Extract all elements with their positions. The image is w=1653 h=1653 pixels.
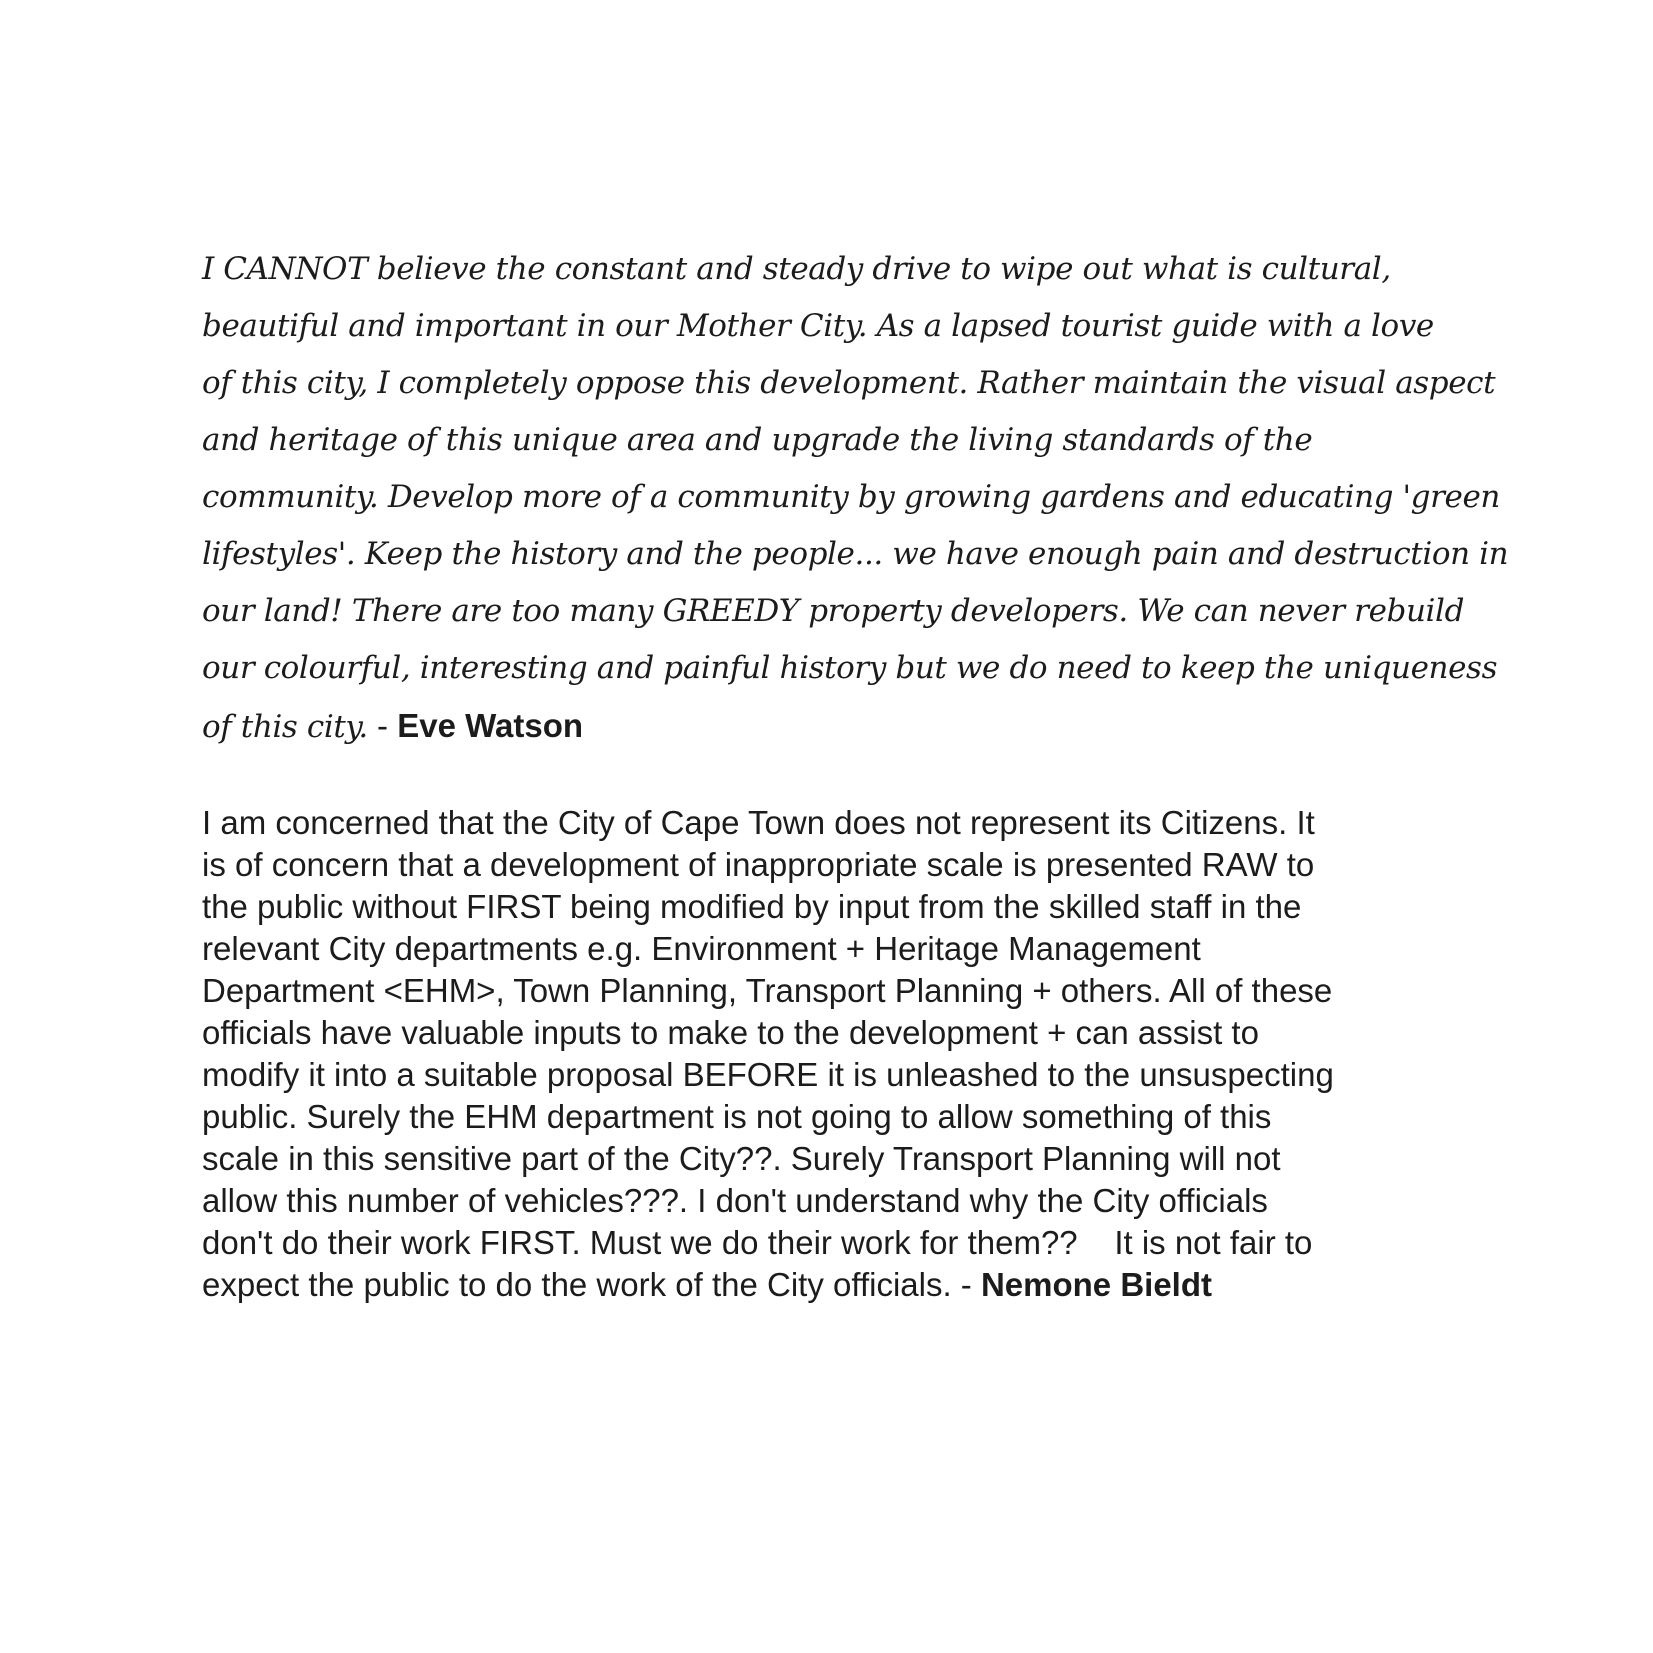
comment-last-line: [202, 697, 1492, 754]
comment-line: beautiful and important in our Mother City. As a lapsed tourist guide with a love: [202, 308, 1434, 344]
author-separator: -: [951, 1266, 981, 1303]
comment-line-text: expect the public to do the work of the City officials.: [202, 1266, 952, 1303]
comment-line: lifestyles'. Keep the history and the people... we have enough pain and destruction in: [202, 536, 1509, 572]
comment-line: I CANNOT believe the constant and steady drive to wipe out what is cultural,: [202, 251, 1391, 287]
author-separator: -: [367, 707, 398, 744]
comment-eve-watson: [202, 241, 1509, 754]
comment-line: and heritage of this unique area and upgrade the living standards of the: [202, 422, 1313, 458]
author-name: Eve Watson: [397, 707, 584, 744]
comment-line: Department <EHM>, Town Planning, Transport Planning + others. All of these: [202, 972, 1333, 1009]
comment-nemone-bieldt: [202, 802, 1492, 1306]
comment-line: relevant City departments e.g. Environment + Heritage Management: [202, 930, 1201, 967]
comment-line-text: of this city.: [202, 709, 368, 745]
comment-line: of this city, I completely oppose this development. Rather maintain the visual aspect: [202, 365, 1496, 401]
comment-line: community. Develop more of a community by growing gardens and educating 'green: [202, 479, 1500, 515]
comment-line: don't do their work FIRST. Must we do their work for them?? It is not fair to: [202, 1224, 1313, 1261]
comment-line: I am concerned that the City of Cape Town does not represent its Citizens. It: [202, 804, 1315, 841]
comment-line: public. Surely the EHM department is not going to allow something of this: [202, 1098, 1272, 1135]
comment-line: modify it into a suitable proposal BEFORE it is unleashed to the unsuspecting: [202, 1056, 1334, 1093]
comment-line: our land! There are too many GREEDY property developers. We can never rebuild: [202, 593, 1465, 629]
comment-line: our colourful, interesting and painful history but we do need to keep the uniqueness: [202, 650, 1498, 686]
comment-line: allow this number of vehicles???. I don't understand why the City officials: [202, 1182, 1268, 1219]
comment-line: scale in this sensitive part of the City??. Surely Transport Planning will not: [202, 1140, 1281, 1177]
author-name: Nemone Bieldt: [980, 1266, 1212, 1303]
comment-last-line: [202, 1264, 1492, 1306]
comment-line: the public without FIRST being modified by input from the skilled staff in the: [202, 888, 1302, 925]
comment-line: is of concern that a development of inappropriate scale is presented RAW to: [202, 846, 1315, 883]
comment-line: officials have valuable inputs to make to the development + can assist to: [202, 1014, 1259, 1051]
